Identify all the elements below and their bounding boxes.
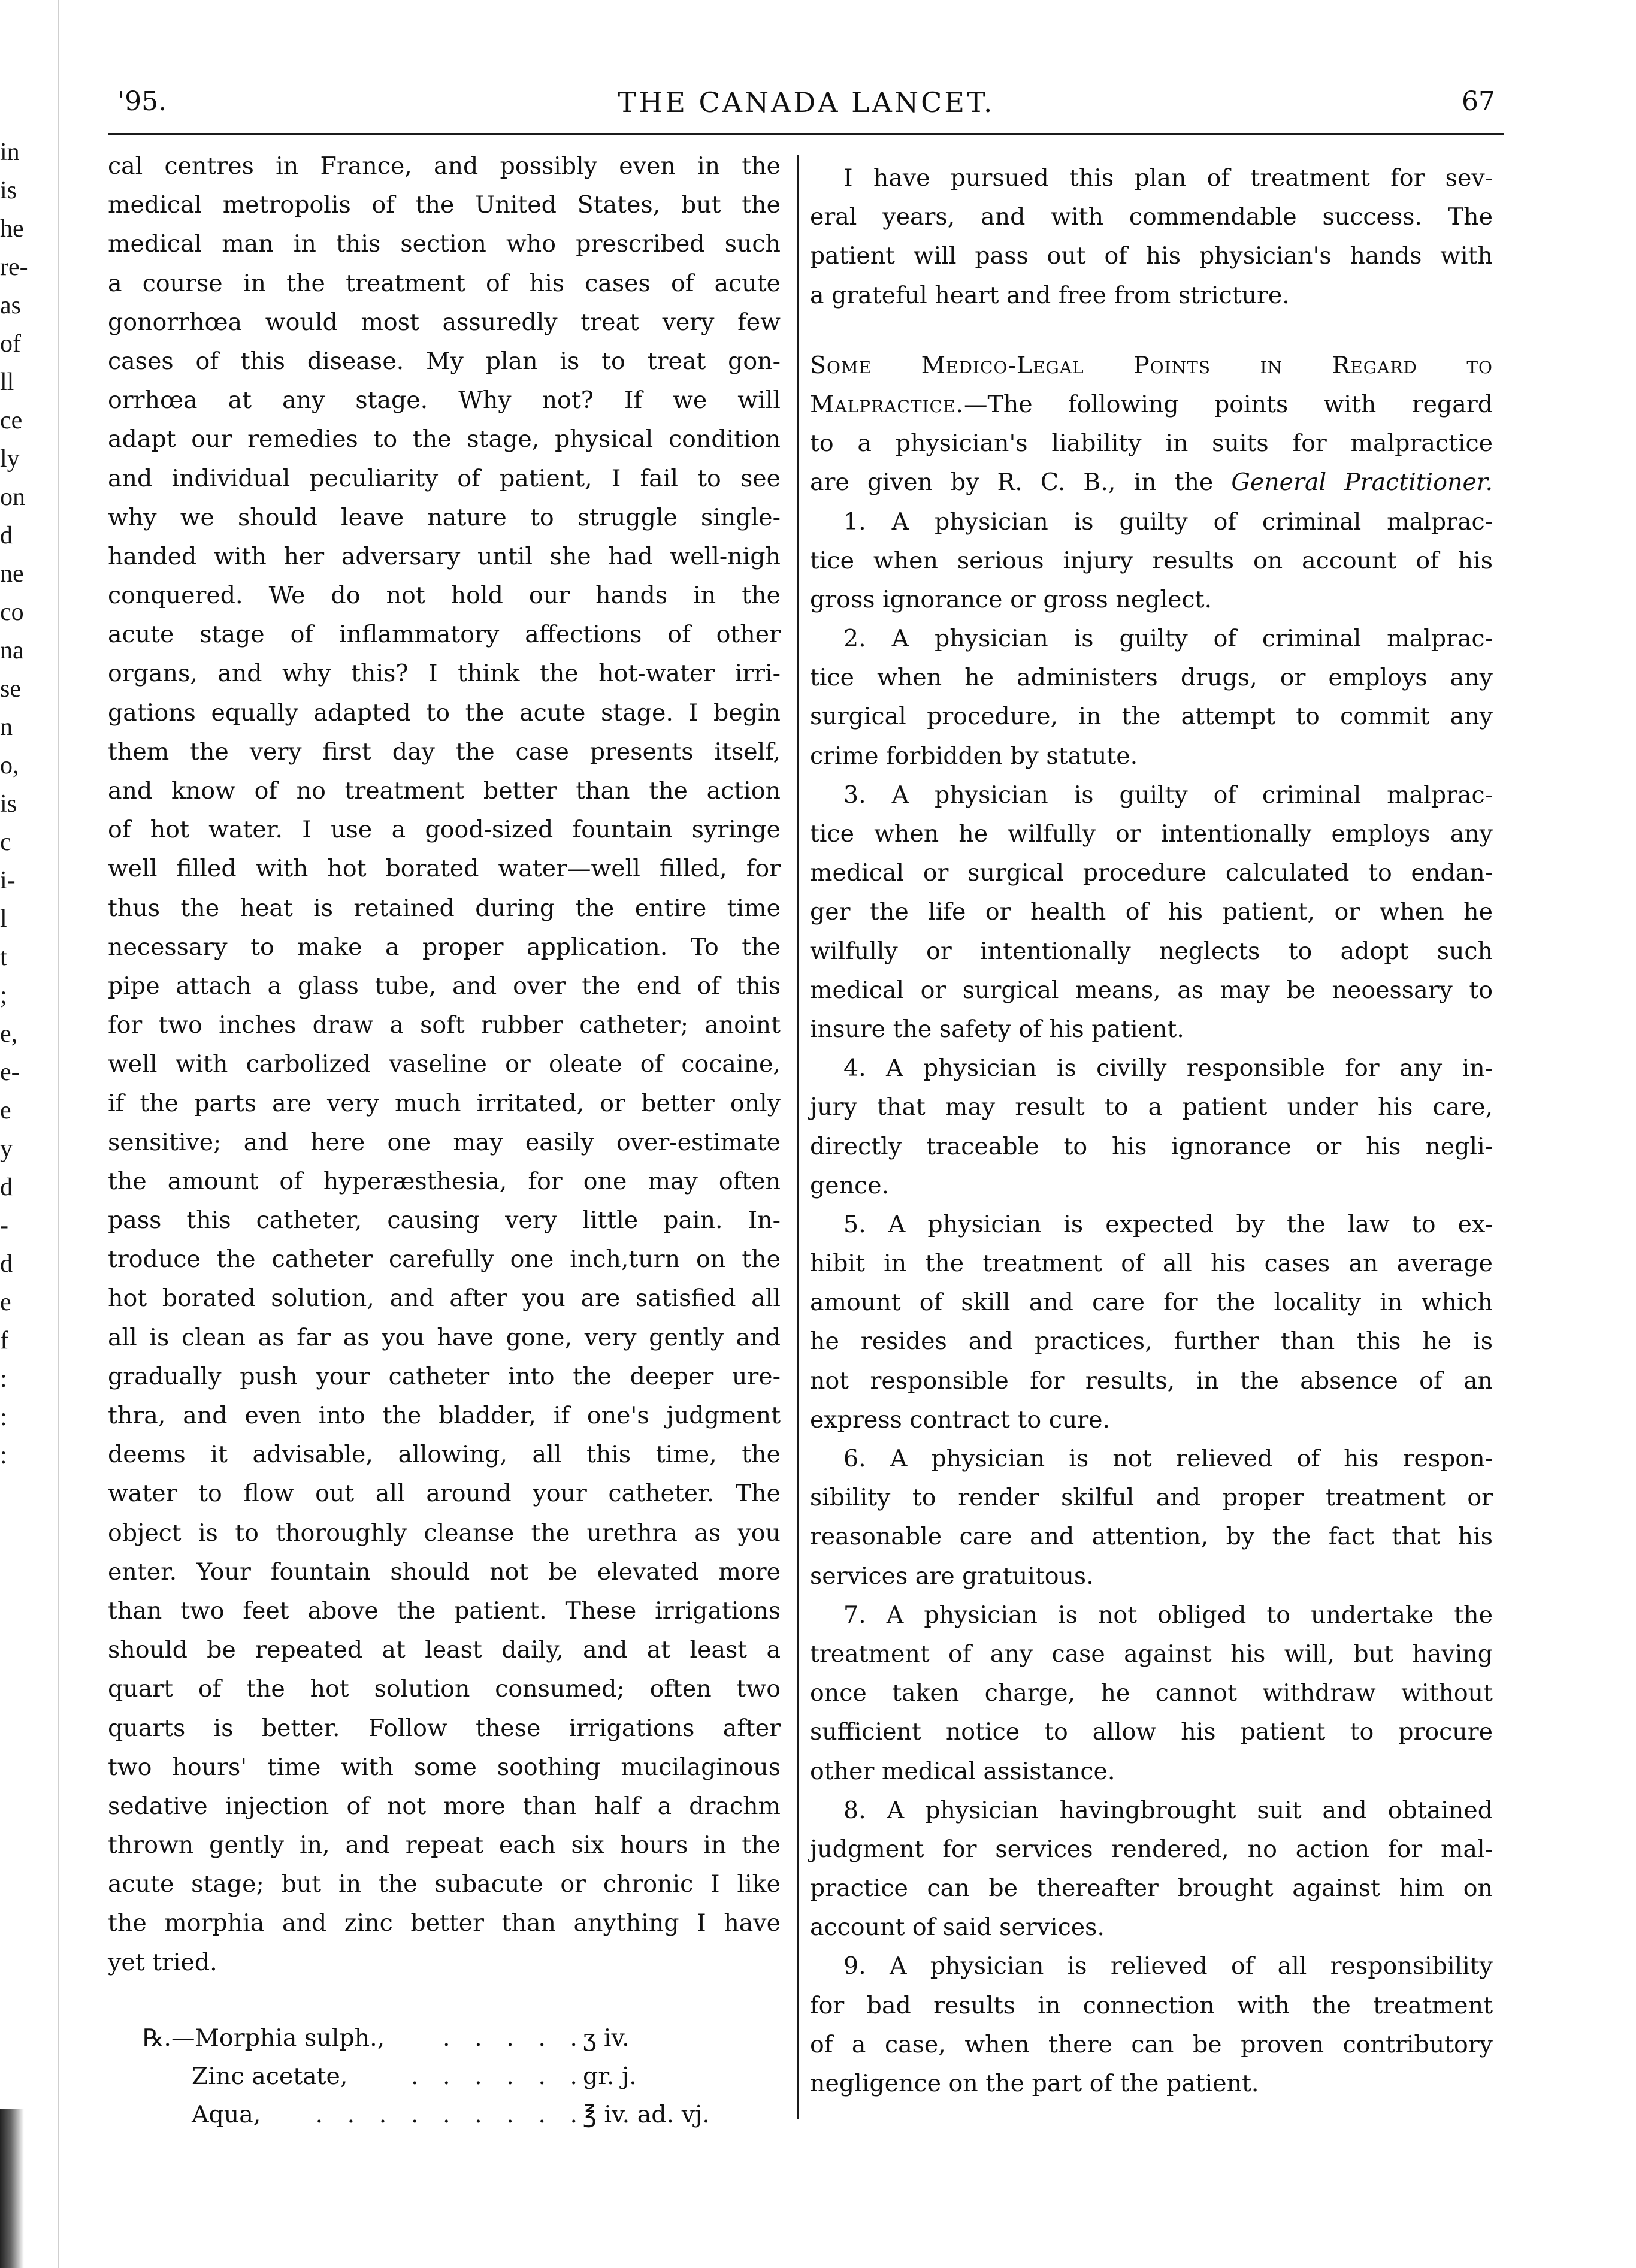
- section-lead-text: —The following points with regard: [963, 390, 1493, 418]
- text-line: acute stage; but in the subacute or chronic I like: [108, 1870, 781, 1898]
- text-line: troduce the catheter carefully one inch,turn on the: [108, 1245, 781, 1274]
- text-line: medical metropolis of the United States, but the: [108, 191, 781, 219]
- header-year: '95.: [117, 86, 167, 117]
- text-line: eral years, and with commendable success. The: [810, 203, 1493, 231]
- point-line: surgical procedure, in the attempt to commit any: [810, 703, 1493, 731]
- text-line: object is to thoroughly cleanse the urethra as you: [108, 1519, 781, 1547]
- leader-dots: . . . . . . . . .: [315, 2101, 586, 2128]
- text-line: quarts is better. Follow these irrigations after: [108, 1714, 781, 1742]
- section-heading-cont: Malpractice.: [810, 390, 964, 418]
- prescription-dose: ʒ iv.: [583, 2024, 630, 2052]
- fragment-text: ll: [0, 368, 14, 396]
- text-line: a course in the treatment of his cases of acute: [108, 269, 781, 297]
- text-segment: to a physician's liability in suits for malpractice: [810, 430, 1493, 458]
- fragment-text: i-: [0, 867, 16, 894]
- text-line: enter. Your fountain should not be elevated more: [108, 1558, 781, 1586]
- text-line: conquered. We do not hold our hands in the: [108, 582, 781, 610]
- text-line: cal centres in France, and possibly even in the: [108, 152, 781, 180]
- point-line: other medical assistance.: [810, 1757, 1115, 1785]
- text-line: medical man in this section who prescribed such: [108, 230, 781, 258]
- prescription-dose: gr. j.: [583, 2063, 637, 2090]
- point-line: medical or surgical means, as may be neoessary to: [810, 976, 1493, 1004]
- text-line: pass this catheter, causing very little pain. In-: [108, 1206, 781, 1235]
- fragment-text: as: [0, 292, 21, 319]
- fragment-text: d: [0, 1174, 13, 1201]
- fragment-text: of: [0, 330, 21, 358]
- fragment-text: :: [0, 1365, 7, 1393]
- fragment-text: se: [0, 675, 21, 703]
- fragment-text: na: [0, 637, 24, 664]
- point-line: tice when serious injury results on account of his: [810, 546, 1493, 574]
- fragment-text: e: [0, 1289, 11, 1316]
- text-line: sedative injection of not more than half a drachm: [108, 1792, 781, 1820]
- point-line: amount of skill and care for the locality in which: [810, 1289, 1493, 1317]
- fragment-text: on: [0, 483, 25, 511]
- prescription-row: [143, 2057, 784, 2095]
- header-rule: [108, 133, 1504, 135]
- text-line: gradually push your catheter into the deeper ure-: [108, 1362, 781, 1390]
- text-line: cases of this disease. My plan is to treat gon-: [108, 347, 781, 375]
- journal-title: THE CANADA LANCET.: [618, 86, 995, 119]
- point-line: sufficient notice to allow his patient to procure: [810, 1718, 1493, 1746]
- text-line: deems it advisable, allowing, all this time, the: [108, 1441, 781, 1469]
- point-line: directly traceable to his ignorance or his negli-: [810, 1132, 1493, 1160]
- point-line: of a case, when there can be proven contributory: [810, 2030, 1493, 2058]
- fragment-text: l: [0, 905, 7, 933]
- facing-page-fragments: [0, 133, 42, 1475]
- fragment-text: d: [0, 522, 13, 549]
- fragment-text: o,: [0, 752, 19, 779]
- text-line: adapt our remedies to the stage, physical condition: [108, 425, 781, 453]
- text-line: why we should leave nature to struggle single-: [108, 503, 781, 531]
- point-line: negligence on the part of the patient.: [810, 2070, 1259, 2097]
- text-line: patient will pass out of his physician's hands with: [810, 242, 1493, 270]
- text-line: the amount of hyperæsthesia, for one may often: [108, 1167, 781, 1195]
- point-line: 4. A physician is civilly responsible for any in-: [843, 1054, 1493, 1082]
- point-line: 6. A physician is not relieved of his respon-: [843, 1445, 1493, 1472]
- point-line: tice when he wilfully or intentionally employs any: [810, 820, 1493, 848]
- prescription-drug: ℞.—Morphia sulph.,: [143, 2024, 385, 2052]
- fragment-text: e,: [0, 1020, 18, 1048]
- text-line: thrown gently in, and repeat each six hours in the: [108, 1831, 781, 1859]
- point-line: express contract to cure.: [810, 1405, 1111, 1434]
- text-line: well with carbolized vaseline or oleate of cocaine,: [108, 1050, 781, 1078]
- page-fold-line: [58, 0, 59, 2268]
- point-line: 1. A physician is guilty of criminal malprac-: [843, 507, 1493, 536]
- point-line: practice can be thereafter brought against him on: [810, 1874, 1493, 1903]
- prescription-block: [143, 2019, 784, 2134]
- text-line: I have pursued this plan of treatment for sev-: [843, 164, 1493, 192]
- text-line: quart of the hot solution consumed; often two: [108, 1675, 781, 1703]
- left-column: [108, 147, 781, 1982]
- fragment-text: e: [0, 1097, 11, 1124]
- prescription-row: [143, 2095, 784, 2134]
- fragment-text: n: [0, 713, 13, 741]
- text-line: sensitive; and here one may easily over-estimate: [108, 1128, 781, 1156]
- text-line: handed with her adversary until she had well-nigh: [108, 542, 781, 570]
- fragment-text: -: [0, 1212, 8, 1239]
- point-line: 9. A physician is relieved of all responsibility: [843, 1952, 1493, 1980]
- text-line: hot borated solution, and after you are satisfied all: [108, 1284, 781, 1313]
- fragment-text: f: [0, 1327, 8, 1354]
- leader-dots: . . . . .: [442, 2024, 586, 2052]
- section-heading-line: [810, 385, 1493, 424]
- page-number: 67: [1462, 86, 1495, 117]
- point-line: 7. A physician is not obliged to undertake the: [843, 1601, 1493, 1629]
- text-line: them the very first day the case presents itself,: [108, 737, 781, 766]
- point-line: ger the life or health of his patient, or when he: [810, 898, 1493, 926]
- point-line: 2. A physician is guilty of criminal malprac-: [843, 625, 1493, 653]
- fragment-text: he: [0, 215, 24, 243]
- prescription-drug: Aqua,: [192, 2101, 261, 2128]
- right-column: [810, 159, 1493, 2103]
- point-line: hibit in the treatment of all his cases an average: [810, 1250, 1493, 1278]
- prescription-dose: ℥ iv. ad. vj.: [583, 2101, 710, 2128]
- point-line: not responsible for results, in the absence of an: [810, 1366, 1493, 1395]
- point-line: 5. A physician is expected by the law to ex-: [843, 1210, 1493, 1238]
- text-line: a grateful heart and free from stricture.: [810, 281, 1290, 309]
- text-line: if the parts are very much irritated, or better only: [108, 1089, 781, 1117]
- running-header: [117, 83, 1495, 125]
- prescription-drug: Zinc acetate,: [192, 2063, 348, 2090]
- text-line: the morphia and zinc better than anything I have: [108, 1909, 781, 1937]
- fragment-text: re-: [0, 253, 28, 281]
- fragment-text: in: [0, 138, 20, 166]
- point-line: gence.: [810, 1171, 890, 1199]
- point-line: sibility to render skilful and proper treatment or: [810, 1484, 1493, 1512]
- point-line: crime forbidden by statute.: [810, 742, 1138, 770]
- point-line: gross ignorance or gross neglect.: [810, 585, 1212, 613]
- point-line: medical or surgical procedure calculated to endan-: [810, 859, 1493, 887]
- point-line: for bad results in connection with the treatment: [810, 1991, 1493, 2019]
- point-line: wilfully or intentionally neglects to adopt such: [810, 937, 1493, 965]
- point-line: 3. A physician is guilty of criminal malprac-: [843, 781, 1493, 809]
- point-line: services are gratuitous.: [810, 1562, 1094, 1590]
- text-line: gations equally adapted to the acute stage. I begin: [108, 698, 781, 727]
- fragment-text: d: [0, 1250, 13, 1278]
- page-edge-shadow: [0, 2109, 24, 2268]
- point-line: jury that may result to a patient under his care,: [810, 1093, 1493, 1121]
- text-line: necessary to make a proper application. To the: [108, 933, 781, 961]
- fragment-text: is: [0, 790, 17, 818]
- fragment-text: e-: [0, 1059, 20, 1086]
- text-line: [810, 463, 1493, 502]
- point-line: reasonable care and attention, by the fact that his: [810, 1523, 1493, 1551]
- text-line: pipe attach a glass tube, and over the end of this: [108, 972, 781, 1000]
- text-line: and individual peculiarity of patient, I fail to see: [108, 464, 781, 492]
- point-line: account of said services.: [810, 1913, 1105, 1942]
- text-line: thus the heat is retained during the entire time: [108, 894, 781, 922]
- point-line: once taken charge, he cannot withdraw without: [810, 1679, 1493, 1707]
- section-gap: [810, 315, 1493, 346]
- point-line: he resides and practices, further than this he is: [810, 1327, 1493, 1356]
- section-heading: Some Medico-Legal Points in Regard to: [810, 351, 1493, 379]
- leader-dots: . . . . . .: [410, 2063, 586, 2090]
- text-line: acute stage of inflammatory affections of other: [108, 621, 781, 649]
- fragment-text: y: [0, 1135, 13, 1163]
- point-line: insure the safety of his patient.: [810, 1015, 1184, 1043]
- section-heading-line: [810, 346, 1493, 385]
- fragment-text: :: [0, 1404, 7, 1431]
- point-line: 8. A physician havingbrought suit and obtained: [843, 1796, 1493, 1824]
- text-line: and know of no treatment better than the action: [108, 777, 781, 805]
- text-line: than two feet above the patient. These irrigations: [108, 1596, 781, 1625]
- text-line: for two inches draw a soft rubber catheter; anoint: [108, 1011, 781, 1039]
- point-line: treatment of any case against his will, but having: [810, 1640, 1493, 1668]
- fragment-text: t: [0, 944, 7, 971]
- text-line: two hours' time with some soothing mucilaginous: [108, 1753, 781, 1781]
- text-line: all is clean as far as you have gone, very gently and: [108, 1323, 781, 1351]
- fragment-text: is: [0, 177, 17, 204]
- fragment-text: :: [0, 1442, 7, 1469]
- fragment-text: co: [0, 598, 24, 626]
- point-line: tice when he administers drugs, or employs any: [810, 664, 1493, 692]
- fragment-text: ne: [0, 560, 24, 588]
- source-publication: General Practitioner.: [1231, 468, 1493, 497]
- text-line: well filled with hot borated water—well filled, for: [108, 855, 781, 883]
- text-line: [810, 424, 1493, 463]
- prescription-row: [143, 2019, 784, 2057]
- text-line: orrhœa at any stage. Why not? If we will: [108, 386, 781, 415]
- text-line: should be repeated at least daily, and at least a: [108, 1636, 781, 1664]
- fragment-text: ly: [0, 445, 20, 473]
- text-line: thra, and even into the bladder, if one's judgment: [108, 1402, 781, 1429]
- text-line: of hot water. I use a good-sized fountain syringe: [108, 816, 781, 844]
- text-line: water to flow out all around your catheter. The: [108, 1480, 781, 1508]
- fragment-text: c: [0, 828, 11, 856]
- text-segment: are given by R. C. B., in the: [810, 468, 1214, 497]
- fragment-text: ce: [0, 407, 23, 434]
- text-line: organs, and why this? I think the hot-water irri-: [108, 660, 781, 688]
- text-line: yet tried.: [108, 1948, 217, 1976]
- text-line: gonorrhœa would most assuredly treat very few: [108, 308, 781, 336]
- fragment-text: ;: [0, 982, 7, 1009]
- point-line: judgment for services rendered, no action for mal-: [810, 1835, 1493, 1863]
- column-divider: [797, 155, 799, 2119]
